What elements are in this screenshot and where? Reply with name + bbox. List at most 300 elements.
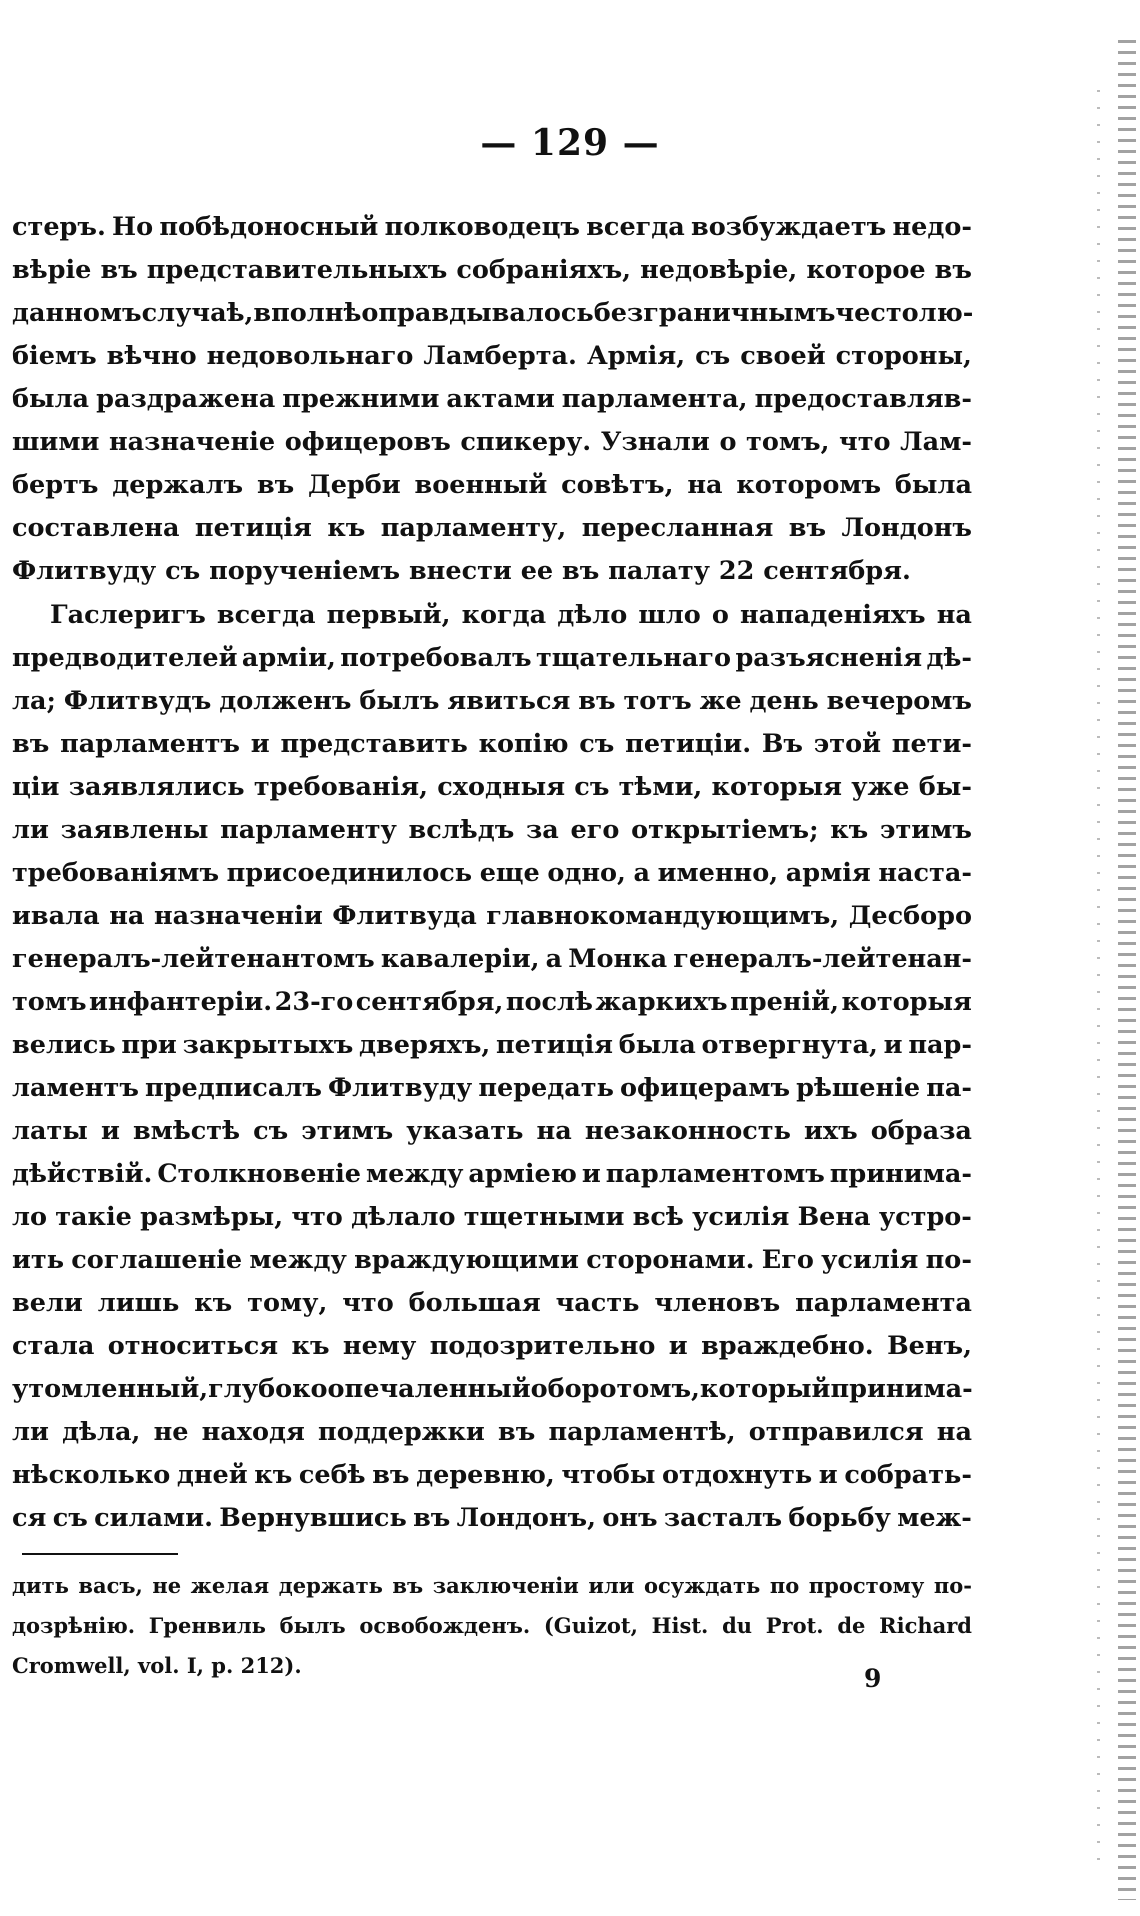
- text-line: [12, 895, 972, 938]
- word: недовольнаго: [206, 341, 414, 371]
- word: между: [365, 1159, 464, 1189]
- word: была: [12, 384, 90, 414]
- word: парламента: [795, 1288, 972, 1318]
- text-line: [12, 1067, 972, 1110]
- word: du: [722, 1613, 753, 1638]
- word: Лам-: [900, 427, 972, 457]
- word: а: [545, 944, 563, 974]
- word: желая: [190, 1573, 270, 1598]
- word: къ: [194, 1288, 233, 1318]
- page-number: — 129 —: [480, 122, 660, 164]
- word: актами: [446, 384, 555, 414]
- word: ціи: [12, 772, 60, 802]
- word: поддержки: [318, 1417, 485, 1447]
- word: вѣчно: [106, 341, 197, 371]
- footnote: [12, 1566, 972, 1686]
- word: требованія,: [253, 772, 429, 802]
- text-line: [12, 1368, 972, 1411]
- word: послѣ: [505, 987, 593, 1017]
- word: парламенту: [220, 815, 397, 845]
- word: отправился: [748, 1417, 924, 1447]
- word: латы: [12, 1116, 88, 1146]
- word: вмѣстѣ: [132, 1116, 241, 1146]
- word: борьбу: [788, 1503, 891, 1533]
- word: оборотомъ,: [530, 1374, 700, 1404]
- word: и: [883, 1030, 903, 1060]
- text-line: Флитвуду съ порученіемъ внести ее въ палату 22 сентября.: [12, 556, 911, 586]
- word: въ: [100, 255, 138, 285]
- word: сторонами.: [586, 1245, 755, 1275]
- text-line: [12, 723, 972, 766]
- text-line: [12, 680, 972, 723]
- word: предписалъ: [145, 1073, 322, 1103]
- word: недовѣріе,: [640, 255, 798, 285]
- word: простому: [808, 1573, 925, 1598]
- word: шло: [638, 600, 701, 630]
- word: вѣріе: [12, 255, 92, 285]
- word: генералъ-лейтенан-: [673, 944, 972, 974]
- word: по: [769, 1573, 800, 1598]
- word: въ: [788, 513, 827, 543]
- word: на: [936, 600, 972, 630]
- word: петиція: [194, 513, 312, 543]
- word: дозрѣнію.: [12, 1613, 136, 1638]
- footnote-line: Cromwell, vol. I, p. 212).: [12, 1653, 302, 1678]
- word: ли: [12, 815, 49, 845]
- word: день: [749, 686, 819, 716]
- footnote-line: [12, 1566, 972, 1606]
- word: наста-: [878, 858, 972, 888]
- word: что: [342, 1288, 394, 1318]
- word: былъ: [279, 1613, 346, 1638]
- word: собраніяхъ,: [456, 255, 632, 285]
- word: этимъ: [301, 1116, 394, 1146]
- paragraph-2: [12, 594, 972, 1540]
- word: же: [699, 686, 742, 716]
- word: потребовалъ: [340, 643, 532, 673]
- word: отвергнута,: [701, 1030, 878, 1060]
- word: явиться: [447, 686, 571, 716]
- word: что: [839, 427, 891, 457]
- word: на: [936, 1417, 972, 1447]
- word: къ: [327, 513, 366, 543]
- word: разъясненія: [735, 643, 923, 673]
- word: присоединилось: [226, 858, 473, 888]
- word: военный: [414, 470, 548, 500]
- word: инфантеріи.: [89, 987, 273, 1017]
- word: честолю-: [835, 298, 974, 328]
- word: между: [249, 1245, 347, 1275]
- word: передать: [478, 1073, 614, 1103]
- word: въ: [392, 1573, 424, 1598]
- word: Флитвуду: [327, 1073, 473, 1103]
- footnote-line: [12, 1606, 972, 1646]
- word: опечаленный: [327, 1374, 531, 1404]
- word: меж-: [897, 1503, 972, 1533]
- word: данномъ: [12, 298, 142, 328]
- word: вечеромъ: [826, 686, 972, 716]
- word: вполнѣ: [253, 298, 362, 328]
- word: спикеру.: [460, 427, 592, 457]
- word: на: [536, 1116, 572, 1146]
- word: назначеніи: [153, 901, 323, 931]
- word: дней: [176, 1460, 248, 1490]
- word: съ: [52, 1503, 88, 1533]
- word: Десборо: [848, 901, 972, 931]
- text-line: [12, 1325, 972, 1368]
- word: устро-: [878, 1202, 972, 1232]
- word: армія: [785, 858, 871, 888]
- word: деревню,: [416, 1460, 555, 1490]
- word: нему: [342, 1331, 417, 1361]
- text-line: [12, 1411, 972, 1454]
- word: назначеніе: [108, 427, 276, 457]
- word: представить: [280, 729, 468, 759]
- word: оправдывалось: [361, 298, 594, 328]
- word: парламенту,: [380, 513, 567, 543]
- text-line: [12, 249, 972, 292]
- word: или: [588, 1573, 635, 1598]
- word: на: [687, 470, 723, 500]
- word: бертъ: [12, 470, 99, 500]
- text-line: [12, 766, 972, 809]
- word: дѣйствій.: [12, 1159, 153, 1189]
- word: усилія: [821, 1245, 919, 1275]
- word: осуждать: [643, 1573, 761, 1598]
- word: пети-: [891, 729, 972, 759]
- word: соглашеніе: [71, 1245, 243, 1275]
- word: былъ: [359, 686, 440, 716]
- text-line: [12, 1153, 972, 1196]
- word: съ: [579, 729, 615, 759]
- word: парламентѣ,: [548, 1417, 736, 1447]
- word: при: [121, 1030, 177, 1060]
- word: съ: [695, 341, 731, 371]
- word: томъ,: [746, 427, 830, 457]
- word: Но: [112, 212, 154, 242]
- word: Гаслеригъ: [50, 600, 206, 630]
- word: которыя: [841, 987, 972, 1017]
- word: дѣло: [557, 600, 628, 630]
- word: безграничнымъ: [593, 298, 836, 328]
- word: парламентомъ: [605, 1159, 825, 1189]
- page-edge-scan-artifact: [1118, 40, 1136, 1900]
- word: о: [719, 427, 737, 457]
- word: открытіемъ;: [631, 815, 819, 845]
- word: въ: [934, 255, 972, 285]
- word: совѣтъ,: [561, 470, 674, 500]
- word: всегда: [216, 600, 316, 630]
- text-line: [12, 852, 972, 895]
- word: и: [668, 1331, 688, 1361]
- word: предоставляв-: [754, 384, 972, 414]
- text-line: [12, 594, 972, 637]
- word: велись: [12, 1030, 116, 1060]
- word: ла;: [12, 686, 56, 716]
- word: себѣ: [298, 1460, 366, 1490]
- word: нѣсколько: [12, 1460, 171, 1490]
- word: рѣшеніе: [796, 1073, 921, 1103]
- word: тщательнаго: [535, 643, 732, 673]
- word: пар-: [908, 1030, 972, 1060]
- word: стала: [12, 1331, 95, 1361]
- text-line: [12, 1239, 972, 1282]
- word: раздражена: [96, 384, 276, 414]
- word: Дерби: [308, 470, 401, 500]
- word: преній,: [730, 987, 839, 1017]
- word: образа: [870, 1116, 972, 1146]
- text-line: [12, 378, 972, 421]
- word: который: [699, 1374, 831, 1404]
- word: по-: [925, 1245, 972, 1275]
- word: засталъ: [663, 1503, 783, 1533]
- word: тому,: [247, 1288, 328, 1318]
- word: въ: [578, 686, 616, 716]
- word: враждующими: [354, 1245, 579, 1275]
- word: дѣ-: [926, 643, 972, 673]
- word: дить: [12, 1573, 69, 1598]
- word: подозрительно: [429, 1331, 656, 1361]
- word: Монка: [568, 944, 668, 974]
- word: тѣми,: [618, 772, 703, 802]
- word: генералъ-лейтенантомъ: [12, 944, 375, 974]
- word: сентября,: [355, 987, 504, 1017]
- word: требованіямъ: [12, 858, 220, 888]
- word: принима-: [829, 1159, 972, 1189]
- word: нападеніяхъ: [740, 600, 926, 630]
- word: а: [633, 858, 651, 888]
- word: Лондонъ,: [456, 1503, 597, 1533]
- word: не: [152, 1573, 182, 1598]
- word: которомъ: [736, 470, 882, 500]
- word: копію: [478, 729, 569, 759]
- word: была: [618, 1030, 696, 1060]
- word: отдохнуть: [662, 1460, 813, 1490]
- word: съ: [253, 1116, 289, 1146]
- word: 23-го: [274, 987, 354, 1017]
- word: Ламберта.: [423, 341, 577, 371]
- word: что: [291, 1202, 343, 1232]
- word: враждебно.: [701, 1331, 874, 1361]
- word: Венъ,: [887, 1331, 972, 1361]
- footnote-separator: [22, 1553, 178, 1555]
- word: сходныя: [437, 772, 566, 802]
- text-line: [12, 507, 972, 550]
- text-line: [12, 1196, 972, 1239]
- word: въ: [498, 1417, 536, 1447]
- word: (Guizot,: [543, 1613, 638, 1638]
- word: на: [109, 901, 145, 931]
- text-line: [12, 206, 972, 249]
- word: вели: [12, 1288, 83, 1318]
- word: Prot.: [765, 1613, 824, 1638]
- word: Флитвудъ: [63, 686, 212, 716]
- word: бы-: [918, 772, 972, 802]
- word: тотъ: [623, 686, 692, 716]
- word: именно,: [657, 858, 779, 888]
- word: біемъ: [12, 341, 97, 371]
- word: уже: [851, 772, 910, 802]
- word: ли: [12, 1417, 49, 1447]
- word: находя: [201, 1417, 305, 1447]
- text-line: [12, 1454, 972, 1497]
- word: арміи,: [241, 643, 336, 673]
- word: въ: [413, 1503, 451, 1533]
- word: относиться: [107, 1331, 279, 1361]
- word: случаѣ,: [141, 298, 254, 328]
- word: еще: [479, 858, 540, 888]
- word: заявлялись: [68, 772, 245, 802]
- word: членовъ: [654, 1288, 781, 1318]
- word: усилія: [692, 1202, 790, 1232]
- word: утомленный,: [12, 1374, 209, 1404]
- word: собрать-: [844, 1460, 972, 1490]
- word: большая: [408, 1288, 541, 1318]
- word: прежними: [282, 384, 440, 414]
- word: за: [525, 815, 559, 845]
- word: своей: [740, 341, 826, 371]
- page-edge-scan-artifact-inner: [1097, 90, 1100, 1870]
- word: парламентъ: [60, 729, 240, 759]
- word: ламентъ: [12, 1073, 139, 1103]
- word: жаркихъ: [595, 987, 728, 1017]
- word: ся: [12, 1503, 47, 1533]
- word: побѣдоносный: [159, 212, 379, 242]
- word: и: [818, 1460, 838, 1490]
- word: держать: [278, 1573, 383, 1598]
- word: недо-: [892, 212, 972, 242]
- word: Армія,: [586, 341, 686, 371]
- word: офицерамъ: [620, 1073, 791, 1103]
- word: петиціи.: [625, 729, 752, 759]
- text-line: [12, 1497, 972, 1540]
- word: возбуждаетъ: [691, 212, 887, 242]
- word: тщетными: [463, 1202, 625, 1232]
- word: офицеровъ: [284, 427, 451, 457]
- word: полководецъ: [384, 212, 580, 242]
- word: Лондонъ: [841, 513, 972, 543]
- word: и: [581, 1159, 601, 1189]
- word: онъ: [602, 1503, 658, 1533]
- word: представительныхъ: [146, 255, 448, 285]
- word: освобожденъ.: [359, 1613, 531, 1638]
- word: одно,: [547, 858, 626, 888]
- word: держалъ: [112, 470, 244, 500]
- word: такіе: [55, 1202, 132, 1232]
- word: и: [250, 729, 270, 759]
- word: томъ: [12, 987, 87, 1017]
- text-line: [12, 464, 972, 507]
- word: Узнали: [600, 427, 710, 457]
- word: дѣлало: [351, 1202, 456, 1232]
- word: Столкновеніе: [157, 1159, 362, 1189]
- word: заключеніи: [432, 1573, 579, 1598]
- word: петиція: [496, 1030, 613, 1060]
- word: ло: [12, 1202, 47, 1232]
- word: па-: [926, 1073, 972, 1103]
- text-line: [12, 938, 972, 981]
- word: этой: [813, 729, 882, 759]
- word: въ: [256, 470, 295, 500]
- word: часть: [555, 1288, 640, 1318]
- word: по-: [933, 1573, 972, 1598]
- word: предводителей: [12, 643, 238, 673]
- word: Вена: [797, 1202, 871, 1232]
- word: въ: [12, 729, 50, 759]
- word: въ: [372, 1460, 410, 1490]
- word: глубоко: [208, 1374, 328, 1404]
- word: къ: [830, 815, 869, 845]
- word: шими: [12, 427, 100, 457]
- word: Въ: [761, 729, 803, 759]
- word: и: [100, 1116, 120, 1146]
- text-line: [12, 637, 972, 680]
- word: Флитвуда: [332, 901, 477, 931]
- word: долженъ: [219, 686, 352, 716]
- text-line: [12, 335, 972, 378]
- word: Hist.: [651, 1613, 709, 1638]
- word: указать: [406, 1116, 524, 1146]
- text-line: [12, 421, 972, 464]
- word: незаконность: [584, 1116, 791, 1146]
- word: ихъ: [803, 1116, 858, 1146]
- word: вслѣдъ: [408, 815, 515, 845]
- word: стеръ.: [12, 212, 106, 242]
- word: Его: [761, 1245, 814, 1275]
- word: de: [837, 1613, 866, 1638]
- word: главнокомандующимъ,: [486, 901, 840, 931]
- word: о: [711, 600, 729, 630]
- word: закрытыхъ: [182, 1030, 354, 1060]
- word: этимъ: [879, 815, 972, 845]
- paragraph-1: [12, 206, 972, 593]
- word: которыя: [711, 772, 842, 802]
- word: пересланная: [581, 513, 774, 543]
- word: ивала: [12, 901, 100, 931]
- text-line: [12, 1024, 972, 1067]
- word: Вернувшись: [219, 1503, 407, 1533]
- word: его: [570, 815, 620, 845]
- word: стороны,: [835, 341, 972, 371]
- word: дверяхъ,: [359, 1030, 491, 1060]
- word: не: [153, 1417, 189, 1447]
- word: васъ,: [78, 1573, 143, 1598]
- word: когда: [461, 600, 547, 630]
- word: составлена: [12, 513, 180, 543]
- word: лишь: [97, 1288, 180, 1318]
- word: чтобы: [561, 1460, 656, 1490]
- word: парламента,: [561, 384, 748, 414]
- word: принима-: [830, 1374, 973, 1404]
- text-line: [12, 292, 972, 335]
- word: Гренвиль: [148, 1613, 266, 1638]
- text-line: [12, 1110, 972, 1153]
- word: ить: [12, 1245, 65, 1275]
- word: къ: [254, 1460, 293, 1490]
- word: арміею: [468, 1159, 577, 1189]
- word: силами.: [94, 1503, 213, 1533]
- word: заявлены: [60, 815, 209, 845]
- text-line: [12, 1282, 972, 1325]
- word: которое: [806, 255, 926, 285]
- word: всегда: [586, 212, 685, 242]
- word: кавалеріи,: [380, 944, 540, 974]
- word: къ: [291, 1331, 330, 1361]
- printer-signature-mark: 9: [864, 1664, 882, 1693]
- word: дѣла,: [62, 1417, 141, 1447]
- word: была: [894, 470, 972, 500]
- word: Richard: [879, 1613, 972, 1638]
